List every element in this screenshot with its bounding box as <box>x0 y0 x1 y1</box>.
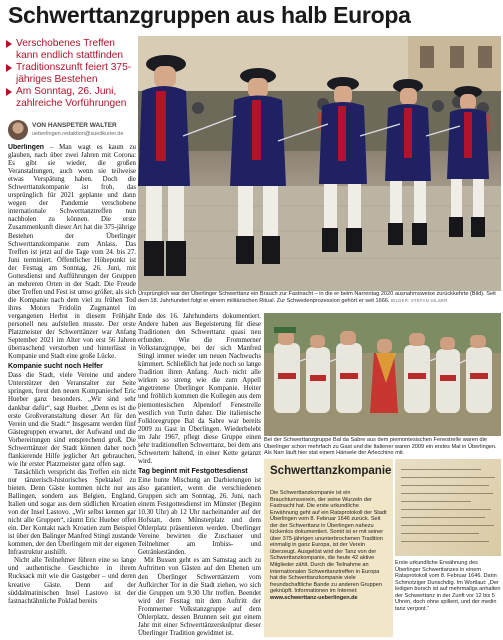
article-paragraph: Tatsächlich verspricht das Treffen ein nicht nur tänzerisch-historisches Spektakel zu bieten. Denn Gäste kommen nicht nur aus Ballingen, sondern aus Belgien, England, Italien und sogar aus dem südlichen Kroatien von der Insel Lastovo. „Wir selbst kennen gar nicht alle Gruppen“, räumt Eric Hueber offen ein. Der Kontakt nach Kroatien zum Beispiel ist über den Balinger Manfred Stingl zustande kommen, der den Überlingern mit der eigenen Infrastruktur aushilft. <box>8 468 136 557</box>
main-photo <box>138 36 501 291</box>
teaser-bullet <box>6 86 134 109</box>
teaser-bullet-text: Verschobenes Treffen kann endlich stattfinden <box>16 38 124 61</box>
article-paragraph <box>8 144 136 361</box>
article-paragraph: Dass die Stadt, viele Vereine und andere Unterstützer den Veranstalter zur Seite springen, freut den neuen Kompaniechef Eric Hueber ganz besonders. „Wir sind sehr dankbar dafür“, sagt Hueber. „Denn es ist die erste Großveranstaltung dieser Art für den Verein und die Stadt.“ Insgesamt werden fünf Gästegruppen erwartet, der Aufwand und die Vorbereitungen sind entsprechend groß. Die Schwerttänzer der Stadt können daher noch flankierende Hilfe jeglicher Art gebrauchen, wie ihr erster Platzmeister ganz offen sagt. <box>8 372 136 468</box>
handwriting-line <box>401 525 494 526</box>
teaser-bullet-text: Am Sonntag, 26. Juni, zahlreiche Vorführungen <box>16 86 127 109</box>
article-paragraph: Ende des 16. Jahrhunderts dokumentiert. Andere haben aus Begeisterung für diese Traditionen den Schwerttanz quasi neu erfunden. Wie die Frommerner Volkstanzgruppe, bei der sich Manfred Stingl immer wieder um neuen Nachwuchs kümmert. Schließlich hat jede noch so lange Tradition ihren Anfang. Auch nicht alle wirken so streng wie die zum Appell angetretene Überlinger Kompanie. Heiter und fröhlich kommen die Kollegen aus dem piemontesischen Alpendorf Fenestrelle westlich von Turin daher. Die italienische Folkloregruppe Bal da Sabre war bereits 2009 zu Gast in Überlingen. Wiederbelebt im Jahr 1967, pflegt diese Gruppe einen sehr traditionellen Schwerttanz, bei dem ans Schwertern haltend, in einer Kette getanzt wird. <box>138 313 261 465</box>
subheading: Kompanie sucht noch Helfer <box>8 363 103 371</box>
teaser-bullet <box>6 38 134 61</box>
bal-da-sabre-photo <box>264 313 501 436</box>
author-avatar <box>8 120 28 140</box>
handwriting-line <box>401 485 489 486</box>
info-box-text <box>270 490 388 601</box>
triangle-bullet-icon <box>6 40 12 48</box>
headline: Schwerttanzgruppen aus halb Europa <box>8 2 411 28</box>
teaser-bullet-text: Traditionszunft feiert 375-jähriges Bestehen <box>16 62 132 85</box>
main-photo-caption <box>138 291 501 304</box>
bal-da-sabre-caption: Bei der Schwerttanzgruppe Bal da Sabre aus dem piemontesischen Fenestrelle waren die Überlinger schon mehrfach zu Gast und die Italiener waren 2009 ein erstes Mal in Überlingen. Als Narr läuft hier stat einem Hänsele der Arlecchino mit. <box>264 437 497 457</box>
info-box <box>264 459 393 637</box>
handwriting-line <box>401 533 479 534</box>
teaser-bullets <box>6 38 134 111</box>
historic-document-image <box>395 459 501 556</box>
handwriting-line <box>401 509 491 510</box>
dateline: Überlingen <box>8 144 44 151</box>
info-box-body: Die Schwerttanzkompanie ist ein Brauchtumsverein, der seine Wurzeln der Fastnacht hat. Die erste urkundliche Erwähnung geht auf ein Ratsprotokoll der Stadt Überlingen vom 8. Februar 1646 zurück. Seit der der Schwerttanz in Überlingen nahezu lückenlos dokumentiert. Somit ist er mit seiner über 375-jährigen ununterbrochenen Tradition einmalig in ganz Europa, ist der Verein überzeugt. Ausgelöst wird der Tanz von der Schwerttanzkompanie, die heute 42 aktive Mitglieder zählt. Durch die Teilnahme an internationalen Schwerttanztreffen in Europa hat die Schwerttanzkompanie viele freundschaftliche Bande zu anderen Gruppen geknüpft. Informationen im Internet: <box>270 490 387 595</box>
teaser-bullet <box>6 62 134 85</box>
sword-dancers-illustration <box>138 36 501 291</box>
handwriting-line <box>401 517 485 518</box>
photo-credit: BILDER: STEFAN HILSER <box>391 297 448 303</box>
author-byline <box>8 120 136 142</box>
handwriting-line <box>401 477 495 478</box>
triangle-bullet-icon <box>6 88 12 96</box>
info-box-title: Schwerttanzkompanie <box>270 465 392 477</box>
article-column-1 <box>8 144 136 638</box>
article-paragraph: Nicht alle Teilnehmer führen eine so lange und authentische Geschichte in ihrem Rucksack mit wie die Gastgeber – und deren kreative Gäste. Denn auf der süddalmatinischen Insel Lastovo ist der fastnachtähnliche Poklad bereits <box>8 557 136 605</box>
author-email[interactable]: ueberlingen.redaktion@suedkurier.de <box>32 131 124 137</box>
website-link[interactable]: www.schwerttanz-ueberlingen.de <box>270 594 358 601</box>
triangle-bullet-icon <box>6 64 12 72</box>
article-paragraph: Eine bunte Mischung an Darbietungen ist also garantiert, wenn die verschiedenen Gruppen sich am Sonntag, 26. Juni, nach einem Festgottesdienst im Münster (Beginn 10.30 Uhr) ab 12 Uhr nacheinander auf der Hofstatt, dem Münsterplatz und dem Öhlerplatz präsentieren werden. Überlinger Vereine bewirten die Zuschauer und Teilnehmer am Imbiss- und Getränkeständen. <box>138 476 261 557</box>
article-paragraph: Mit Bussen geht es am Samstag auch zu Auftritten von Gästen auf den Ebenen um den Überlinger Schwerttänzern vom Aufkircher Tor in die Stadt ziehen, wo sich die Gruppen um 9.30 Uhr treffen. Beendet wird der Festtag mit dem Auftritt der Frommerner Volkstanzgruppe auf dem Öhlerplatz, dessen Brunnen seit gut einem Jahr mit einer Schwerttänzerskulptur dieser Überlinger Tradition gewidmet ist. <box>138 557 261 637</box>
handwriting-line <box>401 541 489 542</box>
subheading: Tag beginnt mit Festgottesdienst <box>138 467 248 475</box>
author-name: VON HANSPETER WALTER <box>32 122 117 129</box>
handwriting-line <box>401 469 481 470</box>
article-column-2 <box>138 313 261 638</box>
paragraph-text: – Man wagt es kaum zu glauben, nach über zwei Jahren mit Corona: Es gibt sie wieder, die großen Veranstaltungen, auch wenn sie teilweise etwas Verspätung haben. Doch die Schwerttanzkompanie ist froh, das ursprünglich für 2021 geplante und dann wegen der Pandemie verschobene internationale Schwerttanztreffen nun nachholen zu können. Die erste Zusammenkunft dieser Art hat die 375-jährige Bestehen der Überlinger Schwerttanzkompanie zum Anlass. Das Treffen ist jetzt auf die Tage vom 24. bis 27. Juni terminiert. Öffentlicher Höhepunkt ist der Festtag am Sonntag, 26. Juni, mit Gottesdienst und Aufführungen der Gruppen an mehreren Orten in der Stadt. Die Freude über Treffen und Fest ist umso größer, als sich die Kompanie nach dem viel zu frühen Tod ihres Motors Fridolin Zugmantel im vergangenen Herbst in diesem Frühjahr personell neu aufstellen musste. Der erste Platzmeister der Schwerttänzer war Anfang September 2021 im Alter von erst 56 Jahren überraschend verstorben und hinterlässt in Kompanie und Stadt eine große Lücke. <box>8 144 136 361</box>
handwriting-line <box>401 493 493 494</box>
caption-text: Ursprünglich war der Überlinger Schwerttanz ein Brauch zur Fastnacht – in die er beim Narrentag 2020 ausnahmsweise zurückkehrte (Bild). Seit dem 18. Jahrhundert folgt er einem militärischen Ritual. Zur Schwedenprozession gehört er seit 1666. <box>138 291 496 304</box>
document-caption: Erste urkundliche Erwähnung des Überlinger Schwerttanzes in einem Ratsprotokoll vom 8. Februar 1646. Darin Schmotziger Dunschdig. Im Wortlaut: „Der ledigen bursch ist auf mehrmaligs anhalten der Schwerttanz in der Zunft vor 12 bis 5 Uhren, doch ohne spillent, und der medin tanz vergont.“ <box>395 560 501 612</box>
handwriting-line <box>401 501 471 502</box>
folk-dancers-illustration <box>264 313 501 436</box>
